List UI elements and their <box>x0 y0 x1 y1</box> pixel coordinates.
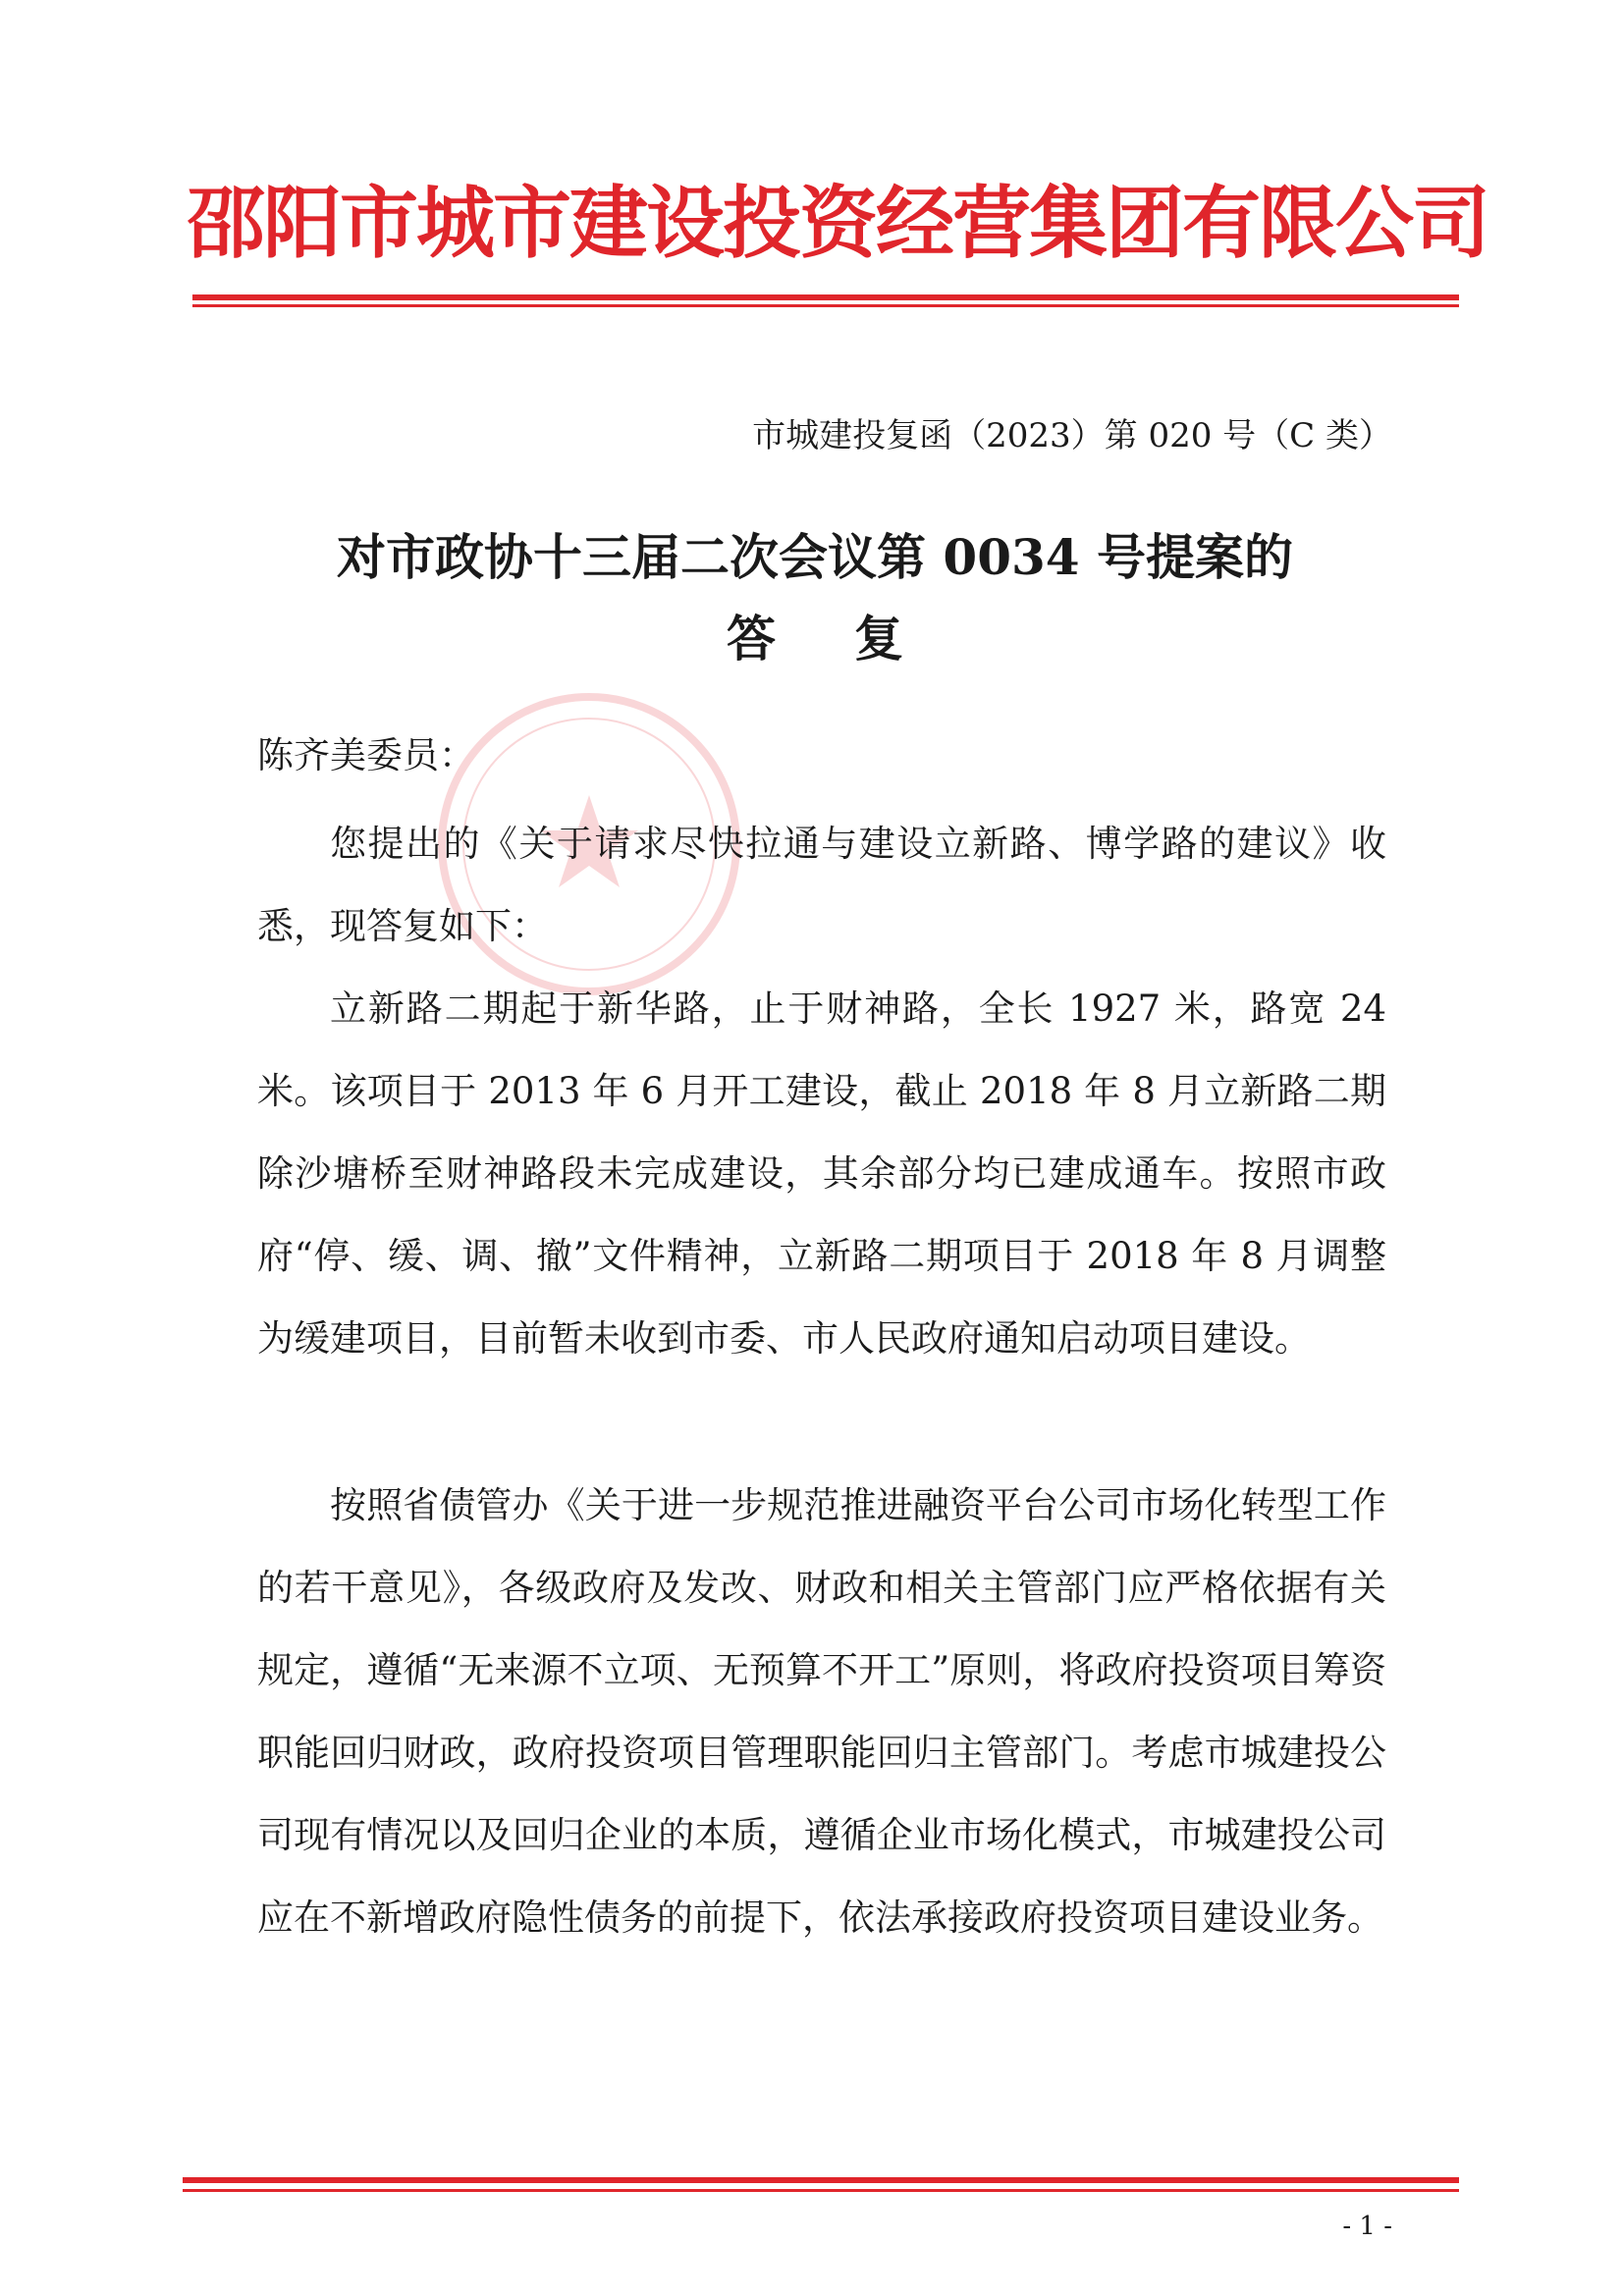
salutation: 陈齐美委员： <box>257 734 475 776</box>
paragraph-3: 按照省债管办《关于进一步规范推进融资平台公司市场化转型工作的若干意见》，各级政府及发改、财政和相关主管部门应严格依据有关规定，遵循“无来源不立项、无预算不开工”原则，将政府投资项目筹资职能回归财政，政府投资项目管理职能回归主管部门。考虑市城建投公司现有情况以及回归企业的本质，遵循企业市场化模式，市城建投公司应在不新增政府隐性债务的前提下，依法承接政府投资项目建设业务。 <box>257 1484 1386 1939</box>
paragraph-2: 立新路二期起于新华路，止于财神路，全长 1927 米，路宽 24 米。该项目于 2013 年 6 月开工建设，截止 2018 年 8 月立新路二期除沙塘桥至财神路段未完成建设，其余部分均已建成通车。按照市政府“停、缓、调、撤”文件精神，立新路二期项目于 2018 年 8 月调整为缓建项目，目前暂未收到市委、市人民政府通知启动项目建设。 <box>257 988 1386 1360</box>
paragraph-1: 您提出的《关于请求尽快拉通与建设立新路、博学路的建议》收悉，现答复如下： <box>257 823 1386 947</box>
footer-rule-thin <box>183 2189 1459 2192</box>
document-title: 对市政协十三届二次会议第 0034 号提案的 <box>337 528 1293 586</box>
page-number: - 1 - <box>1342 2212 1392 2241</box>
header-rule-thin <box>192 304 1459 307</box>
company-header: 邵阳市城市建设投资经营集团有限公司 <box>187 178 1488 269</box>
header-rule-thick <box>192 294 1459 300</box>
footer-rule-thick <box>183 2177 1459 2183</box>
document-number: 市城建投复函（2023）第 020 号（C 类） <box>752 416 1392 455</box>
document-title-reply: 答复 <box>727 610 982 667</box>
